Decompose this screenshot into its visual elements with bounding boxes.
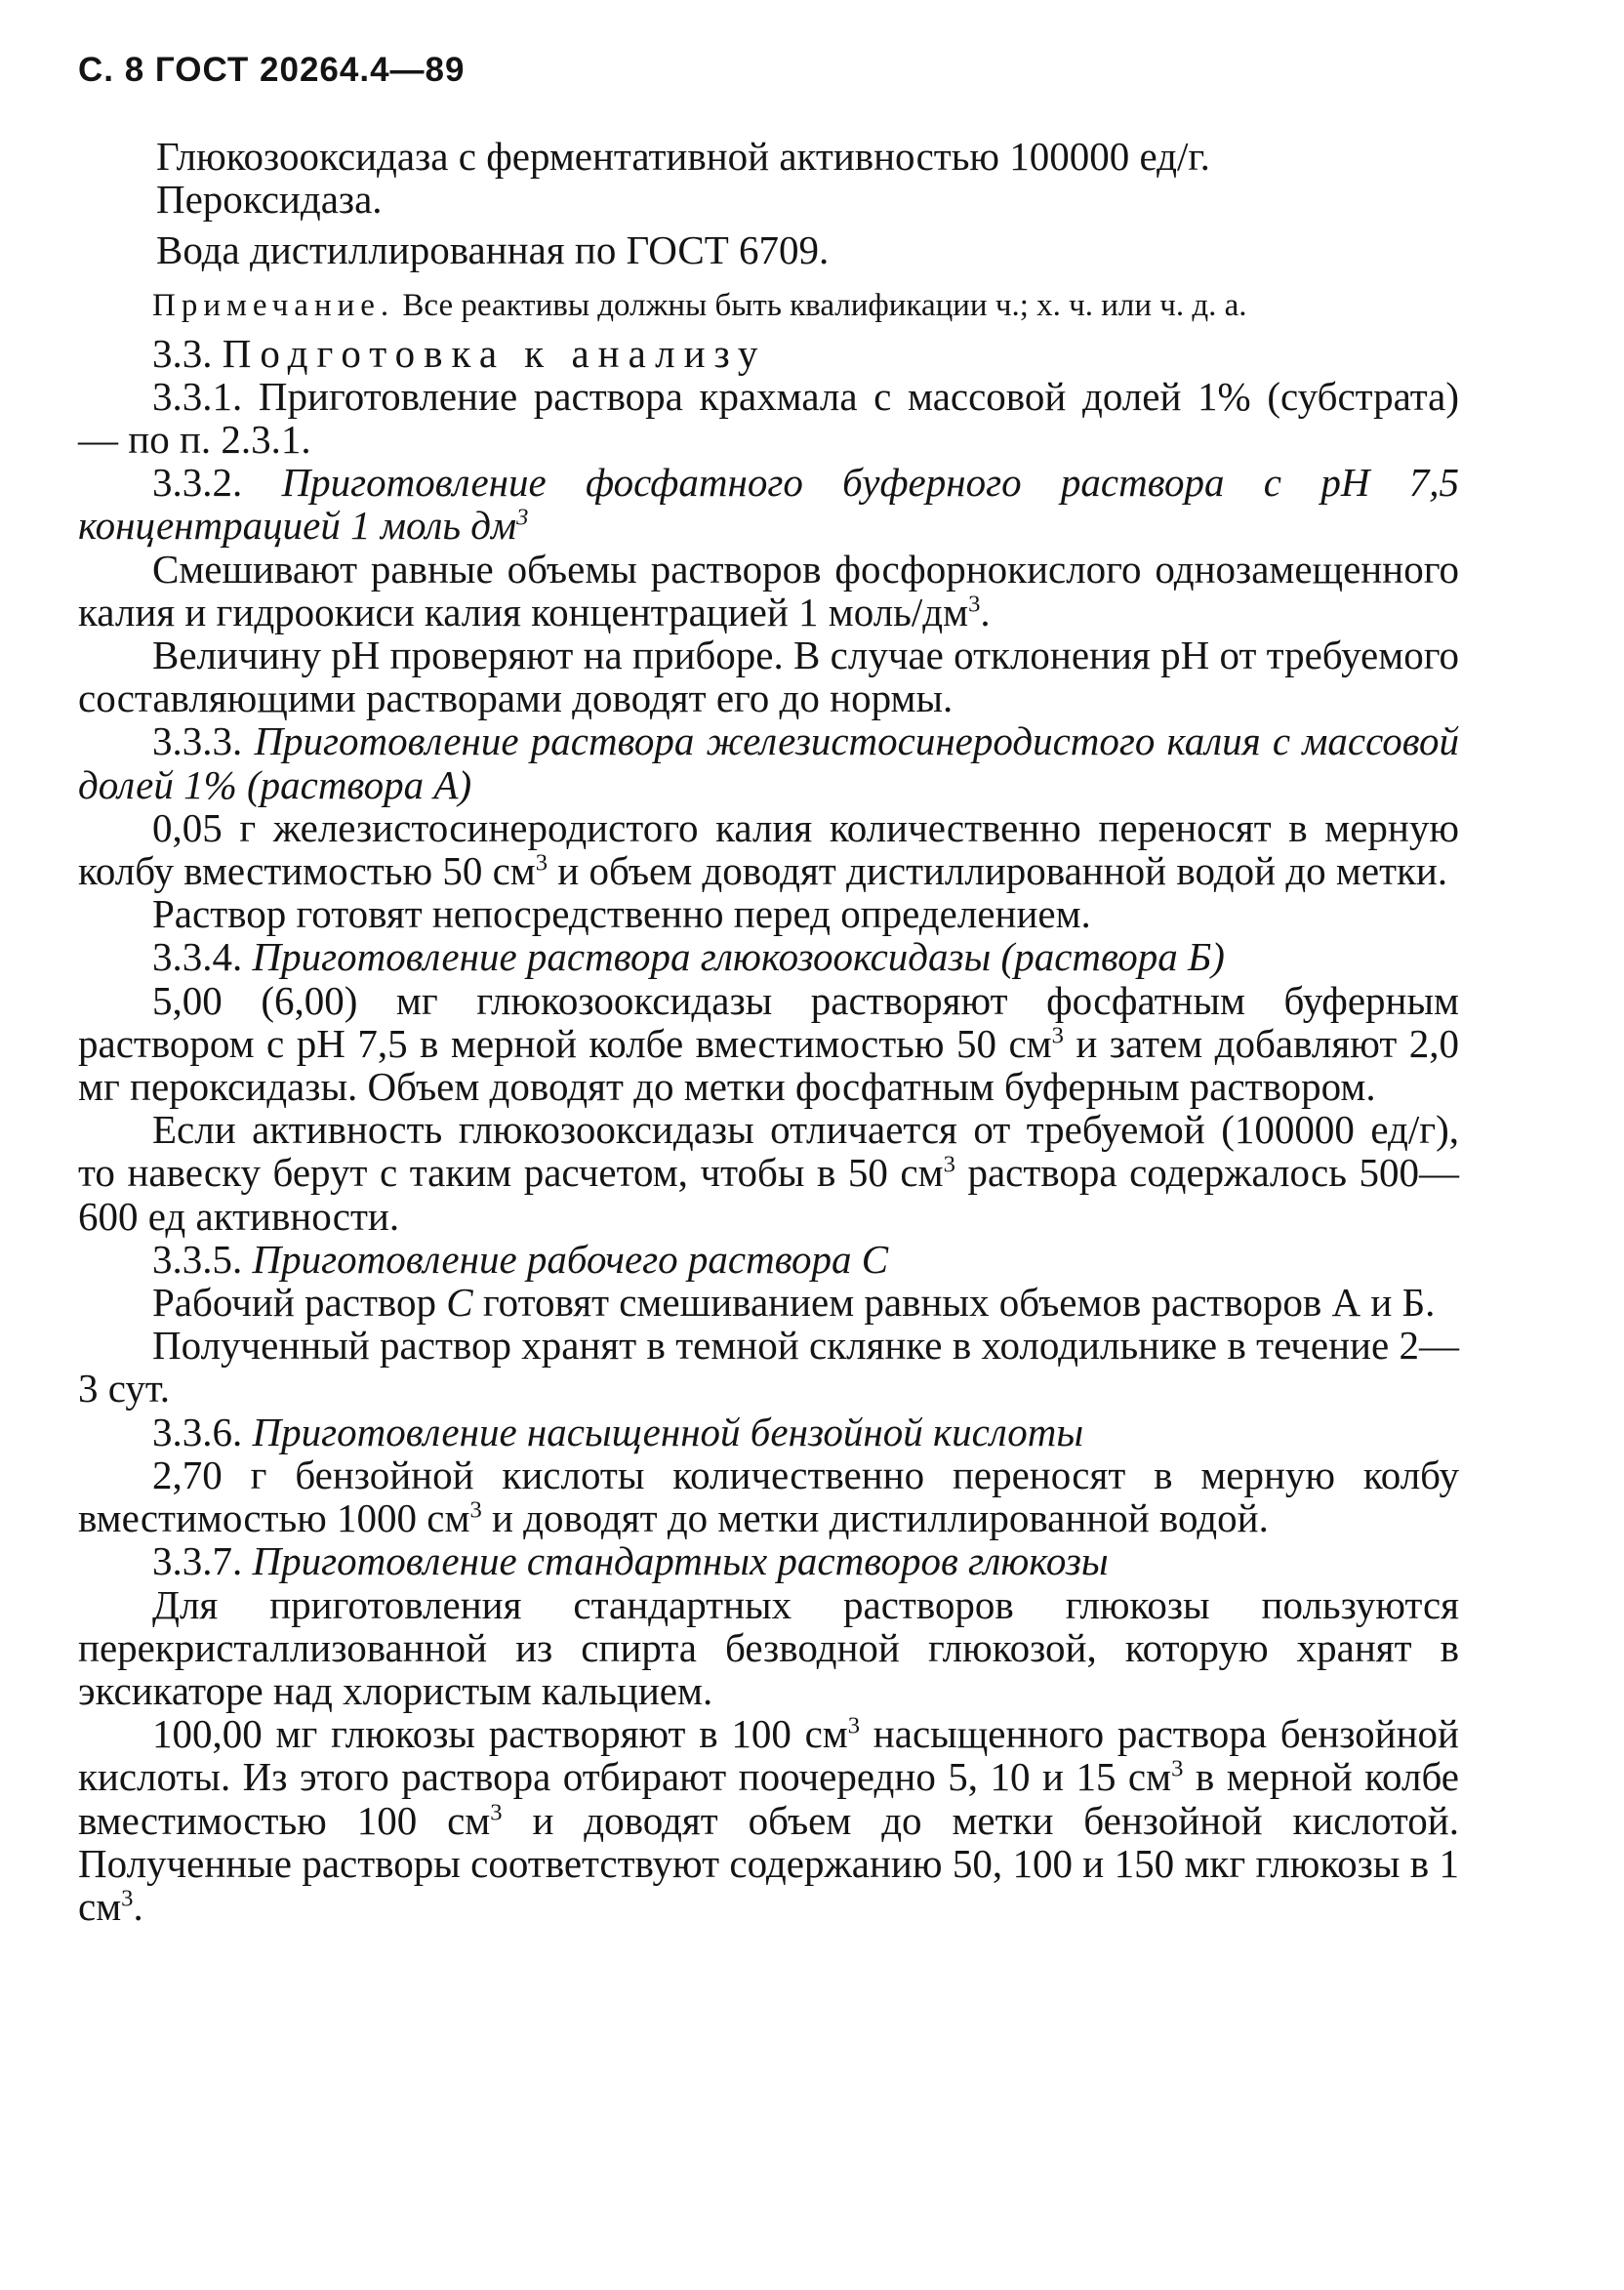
note-paragraph bbox=[78, 286, 1459, 326]
superscript: 3 bbox=[968, 591, 981, 618]
text: насыщенного раствора бензойной кислоты. Из этого раствора отбирают поочередно 5, 10 и 15 см bbox=[78, 1711, 1459, 1800]
section-3-3-5-heading bbox=[78, 1238, 1459, 1281]
section-3-3-4-heading bbox=[78, 935, 1459, 978]
section-3-3-4-paragraph-2 bbox=[78, 1108, 1459, 1238]
text: и доводят до метки дистиллированной водой. bbox=[481, 1495, 1269, 1541]
section-3-3-7-paragraph-2 bbox=[78, 1712, 1459, 1928]
superscript: 3 bbox=[469, 1496, 482, 1524]
section-number: 3.3.3. bbox=[152, 718, 255, 764]
section-3-3-3-paragraph-2: Раствор готовят непосредственно перед определением. bbox=[152, 891, 1091, 937]
section-3-3-2-heading bbox=[78, 461, 1459, 547]
solution-label: С bbox=[446, 1280, 473, 1326]
text: Рабочий раствор bbox=[152, 1280, 447, 1326]
note-text: Все реактивы должны быть квалификации ч.; х. ч. или ч. д. а. bbox=[394, 287, 1247, 323]
superscript: 3 bbox=[535, 849, 548, 877]
text: готовят смешиванием равных объемов растворов А и Б. bbox=[472, 1280, 1436, 1326]
section-3-3-1: 3.3.1. Приготовление раствора крахмала с массовой долей 1% (субстрата) — по п. 2.3.1. bbox=[78, 373, 1459, 463]
text: 0,05 г железистосинеродистого калия количественно переносят в мерную колбу вместимостью 50 см bbox=[78, 804, 1459, 894]
text: Смешивают равные объемы растворов фосфорнокислого однозамещенного калия и гидроокиси калия концентрацией 1 моль/дм bbox=[78, 546, 1459, 634]
section-3-3-2-paragraph-1 bbox=[78, 548, 1459, 634]
text: и затем добавляют 2,0 мг пероксидазы. Объем доводят до метки фосфатным буферным раствором. bbox=[78, 1020, 1459, 1110]
superscript: 3 bbox=[490, 1798, 503, 1825]
section-title: Приготовление раствора глюкозооксидазы (раствора Б) bbox=[252, 934, 1225, 980]
text: . bbox=[980, 589, 991, 634]
section-3-3-7-paragraph-1: Для приготовления стандартных растворов глюкозы пользуются перекристаллизованной из спирта безводной глюкозой, которую хранят в эксикаторе над хлористым кальцием. bbox=[78, 1581, 1459, 1713]
section-3-3-3-heading bbox=[78, 719, 1459, 805]
text: в мерной колбе вместимостью 100 см bbox=[78, 1754, 1459, 1843]
text: . bbox=[133, 1883, 143, 1929]
reagent-peroxidase: Пероксидаза. bbox=[156, 177, 383, 223]
text: 5,00 (6,00) мг глюкозооксидазы растворяют фосфатным буферным раствором с рН 7,5 в мерной колбе вместимостью 50 см bbox=[78, 977, 1459, 1066]
page-header: С. 8 ГОСТ 20264.4—89 bbox=[78, 51, 466, 89]
superscript: 3 bbox=[516, 504, 529, 531]
section-3-3-2-paragraph-2: Величину рН проверяют на приборе. В случае отклонения рН от требуемого составляющими растворами доводят его до нормы. bbox=[78, 633, 1459, 721]
section-number: 3.3.5. bbox=[152, 1236, 253, 1282]
section-title bbox=[78, 460, 1459, 548]
text: и доводят объем до метки бензойной кислотой. Полученные растворы соответствуют содержанию 50, 100 и 150 мкг глюкозы в 1 см bbox=[78, 1797, 1459, 1929]
section-3-3-6-heading bbox=[78, 1411, 1459, 1453]
section-number: 3.3.6. bbox=[152, 1409, 253, 1454]
superscript: 3 bbox=[943, 1151, 955, 1178]
superscript: 3 bbox=[1051, 1022, 1064, 1049]
section-number: 3.3.7. bbox=[152, 1538, 253, 1584]
section-3-3-5-paragraph-1 bbox=[78, 1281, 1459, 1324]
reagent-glucose-oxidase: Глюкозооксидаза с ферментативной активностью 100000 ед/г. bbox=[156, 134, 1210, 179]
section-number: 3.3. bbox=[152, 330, 223, 376]
section-title: Приготовление стандартных растворов глюкозы bbox=[252, 1538, 1109, 1584]
section-title: Приготовление раствора железистосинеродистого калия с массовой долей 1% (раствора А) bbox=[78, 718, 1460, 807]
note-label: Примечание. bbox=[152, 287, 395, 323]
section-title: Подготовка к анализу bbox=[222, 330, 767, 376]
text: Если активность глюкозооксидазы отличается от требуемой (100000 ед/г), то навеску берут с таким расчетом, чтобы в 50 см bbox=[78, 1107, 1459, 1196]
section-3-3-3-paragraph-1 bbox=[78, 806, 1459, 892]
section-3-3-6-paragraph-1 bbox=[78, 1453, 1459, 1539]
text: 100,00 мг глюкозы растворяют в 100 см bbox=[152, 1711, 848, 1757]
superscript: 3 bbox=[1171, 1755, 1184, 1782]
section-title: Приготовление рабочего раствора С bbox=[252, 1236, 889, 1282]
section-number: 3.3.2. bbox=[152, 460, 282, 506]
section-3-3-7-heading bbox=[78, 1539, 1459, 1582]
superscript: 3 bbox=[121, 1885, 134, 1912]
section-title-text: Приготовление фосфатного буферного раствора с рН 7,5 концентрацией 1 моль дм bbox=[78, 460, 1460, 549]
section-number: 3.3.4. bbox=[152, 934, 253, 980]
text: раствора содержалось 500—600 ед активности. bbox=[78, 1150, 1459, 1239]
text: 2,70 г бензойной кислоты количественно переносят в мерную колбу вместимостью 1000 см bbox=[78, 1452, 1459, 1541]
section-3-3-5-paragraph-2: Полученный раствор хранят в темной склянке в холодильнике в течение 2—3 сут. bbox=[78, 1323, 1459, 1411]
document-body bbox=[78, 135, 1459, 1928]
reagent-water: Вода дистиллированная по ГОСТ 6709. bbox=[156, 227, 830, 273]
section-3-3-heading bbox=[78, 332, 1459, 375]
section-3-3-4-paragraph-1 bbox=[78, 979, 1459, 1109]
superscript: 3 bbox=[847, 1712, 861, 1739]
section-title: Приготовление насыщенной бензойной кислоты bbox=[252, 1409, 1084, 1454]
text: и объем доводят дистиллированной водой до метки. bbox=[548, 848, 1448, 894]
